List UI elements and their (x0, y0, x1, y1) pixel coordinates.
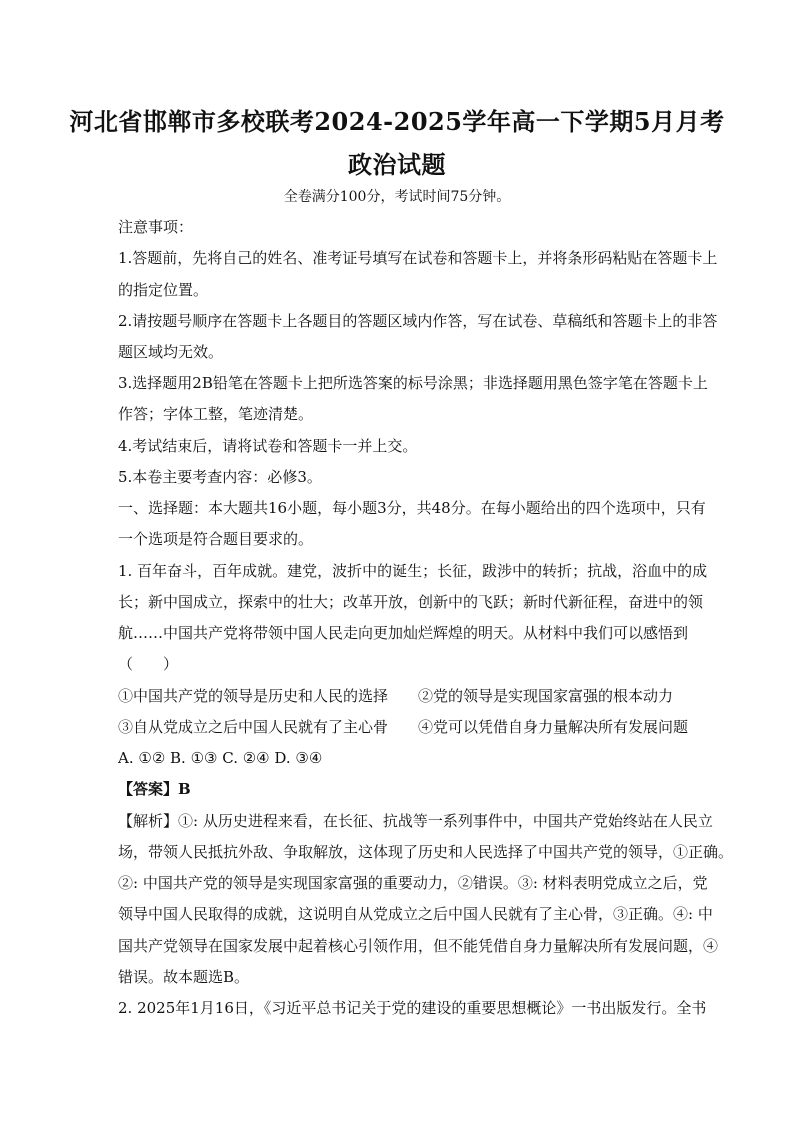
section-heading: 一、选择题：本大题共16小题，每小题3分，共48分。在每小题给出的四个选项中，只有 (118, 499, 706, 517)
question-option: ①中国共产党的领导是历史和人民的选择 ②党的领导是实现国家富强的根本动力 (118, 687, 674, 705)
analysis-line: 错误。故本题选B。 (118, 968, 250, 986)
analysis-line: 【解析】①: 从历史进程来看，在长征、抗战等一系列事件中，中国共产党始终站在人民立 (118, 812, 713, 830)
note-line: 作答；字体工整，笔迹清楚。 (118, 405, 314, 423)
question-stem: （ ） (118, 655, 179, 673)
note-line: 5.本卷主要考查内容：必修3。 (118, 468, 322, 486)
analysis-line: 国共产党领导在国家发展中起着核心引领作用，但不能凭借自身力量解决所有发展问题，④ (118, 937, 719, 955)
note-line: 3.选择题用2B铅笔在答题卡上把所选答案的标号涂黑；非选择题用黑色签字笔在答题卡上 (118, 374, 708, 392)
question-choices: A. ①② B. ①③ C. ②④ D. ③④ (118, 749, 323, 767)
page-title: 河北省邯郸市多校联考2024-2025学年高一下学期5月月考 (69, 107, 725, 136)
answer-label: 【答案】B (118, 780, 191, 798)
analysis-line: 领导中国人民取得的成就，这说明自从党成立之后中国人民就有了主心骨，③正确。④: 中 (118, 905, 713, 923)
page-subject-title: 政治试题 (348, 150, 446, 179)
notes-heading: 注意事项： (118, 218, 194, 236)
note-line: 1.答题前，先将自己的姓名、准考证号填写在试卷和答题卡上，并将条形码粘贴在答题卡上 (118, 249, 718, 267)
analysis-line: 场，带领人民抵抗外敌、争取解放，这体现了历史和人民选择了中国共产党的领导，①正确。 (118, 843, 734, 861)
exam-info: 全卷满分100分，考试时间75分钟。 (283, 189, 511, 205)
question-stem: 航……中国共产党将带领中国人民走向更加灿烂辉煌的明天。从材料中我们可以感悟到 (118, 624, 689, 642)
section-heading: 一个选项是符合题目要求的。 (118, 530, 314, 548)
note-line: 的指定位置。 (118, 281, 209, 299)
question-stem: 2. 2025年1月16日，《习近平总书记关于党的建设的重要思想概论》一书出版发行。全书 (118, 999, 707, 1017)
note-line: 题区域均无效。 (118, 343, 224, 361)
note-line: 2.请按题号顺序在答题卡上各题目的答题区域内作答，写在试卷、草稿纸和答题卡上的非答 (118, 312, 718, 330)
question-stem: 长；新中国成立，探索中的壮大；改革开放，创新中的飞跃；新时代新征程，奋进中的领 (118, 593, 704, 611)
note-line: 4.考试结束后，请将试卷和答题卡一并上交。 (118, 437, 418, 455)
question-option: ③自从党成立之后中国人民就有了主心骨 ④党可以凭借自身力量解决所有发展问题 (118, 718, 689, 736)
analysis-line: ②: 中国共产党的领导是实现国家富强的重要动力，②错误。③: 材料表明党成立之后，党 (118, 874, 708, 892)
question-stem: 1. 百年奋斗，百年成就。建党，波折中的诞生；长征，跋涉中的转折；抗战，浴血中的成 (118, 562, 708, 580)
